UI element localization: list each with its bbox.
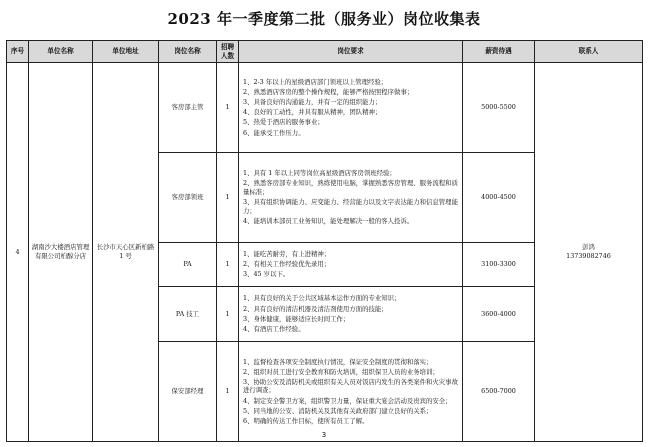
position-cell: 客房部领班 [159, 153, 217, 243]
requirements-cell [239, 342, 463, 442]
count-cell: 1 [217, 243, 239, 287]
requirement-line: 3、身体健康，能够适应长时间工作； [243, 314, 350, 323]
requirement-line: 2、熟悉酒店客房的整个操作规程，能够严格按照程序做事； [243, 87, 414, 96]
seq-cell: 4 [7, 63, 29, 442]
requirement-line: 2、有相关工作经验优先录用； [243, 260, 331, 269]
count-cell: 1 [217, 63, 239, 153]
page-number: 3 [321, 431, 327, 439]
salary-cell: 3600-4000 [463, 287, 535, 342]
requirements-cell [239, 63, 463, 153]
requirement-line: 4、能培训本部员工业务知识，能处理解决一般的客人投诉。 [243, 217, 414, 226]
unit-name-cell: 湖南沙大楼酒店管理有限公司柏醇分店 [29, 63, 93, 442]
requirement-line: 6、明确的传达工作目标，使所有员工了解。 [243, 416, 369, 425]
requirement-line: 1、能吃苦耐劳，有上进精神； [243, 250, 331, 259]
position-cell: PA [159, 243, 217, 287]
contact-phone: 13739082746 [566, 252, 611, 260]
header-unit-address: 单位地址 [93, 41, 159, 63]
requirement-line: 5、热爱于酒店的服务事业； [243, 118, 324, 127]
count-cell: 1 [217, 153, 239, 243]
header-seq: 序号 [7, 41, 29, 63]
header-unit-name: 单位名称 [29, 41, 93, 63]
header-count: 招聘人数 [217, 41, 239, 63]
contact-name: 彭鸿 [582, 243, 595, 252]
requirement-line: 4、有酒店工作经验。 [243, 324, 305, 333]
requirement-line: 2、具有良好的清洁机器及清洁剂使用方面的技能； [243, 304, 388, 313]
position-cell: 保安部经理 [159, 342, 217, 442]
requirements-cell [239, 287, 463, 342]
requirement-line: 1、具有 1 年以上同等岗位高星级酒店客房领班经验； [243, 169, 396, 178]
requirement-line: 3、45 岁以下。 [243, 270, 290, 279]
requirement-line: 1、监督检查各项安全制度执行情况，保证安全制度的贯彻和落实； [243, 357, 433, 366]
header-salary: 薪资待遇 [463, 41, 535, 63]
position-cell: 客房部主管 [159, 63, 217, 153]
requirement-line: 1、2-3 年以上的星级酒店部门领班以上管理经验； [243, 77, 388, 86]
requirement-line: 3、具有组织协调能力、应变能力、经营能力以及文字表达能力和信息管理能力； [243, 198, 458, 215]
page-title: 2023 年一季度第二批（服务业）岗位收集表 [167, 10, 481, 28]
salary-cell: 3100-3300 [463, 243, 535, 287]
header-position: 岗位名称 [159, 41, 217, 63]
table-row [7, 63, 643, 153]
header-requirements: 岗位要求 [239, 41, 463, 63]
requirement-line: 1、具有良好的关于公共区域基本运作方面的专业知识； [243, 294, 401, 303]
requirement-line: 2、组织对员工进行安全教育和防火培训，组织保卫人员的业务培训； [243, 367, 439, 376]
position-cell: PA 技工 [159, 287, 217, 342]
requirements-cell [239, 153, 463, 243]
requirement-line: 2、熟悉客房部专业知识，熟练使用电脑，掌握熟悉客房管理、服务流程和质量标准； [243, 179, 458, 197]
header-contact: 联系人 [535, 41, 643, 63]
contact-cell [535, 63, 643, 442]
requirement-line: 4、制定安全警卫方案，组织警卫力量，保证重大宴会活动及贵宾的安全； [243, 396, 452, 405]
salary-cell: 4000-4500 [463, 153, 535, 243]
count-cell: 1 [217, 287, 239, 342]
requirement-line: 3、协助公安及消防机关或组织有关人员对饭店内发生的各类案件和火灾事故进行调查； [243, 377, 458, 395]
requirement-line: 6、能承受工作压力。 [243, 128, 305, 137]
requirement-line: 3、具备良好的沟通能力，并有一定的组织能力； [243, 98, 382, 107]
job-table [6, 40, 643, 442]
header-row [7, 41, 643, 63]
unit-address-cell: 长沙市天心区新柏路 1 号 [93, 63, 159, 442]
requirement-line: 5、同当地的公安、消防机关及其他有关政府部门建立良好的关系； [243, 406, 433, 415]
count-cell: 1 [217, 342, 239, 442]
salary-cell: 5000-5500 [463, 63, 535, 153]
salary-cell: 6500-7000 [463, 342, 535, 442]
requirement-line: 4、良好的工动性，并具有服从精神，团队精神； [243, 108, 382, 117]
requirements-cell [239, 243, 463, 287]
